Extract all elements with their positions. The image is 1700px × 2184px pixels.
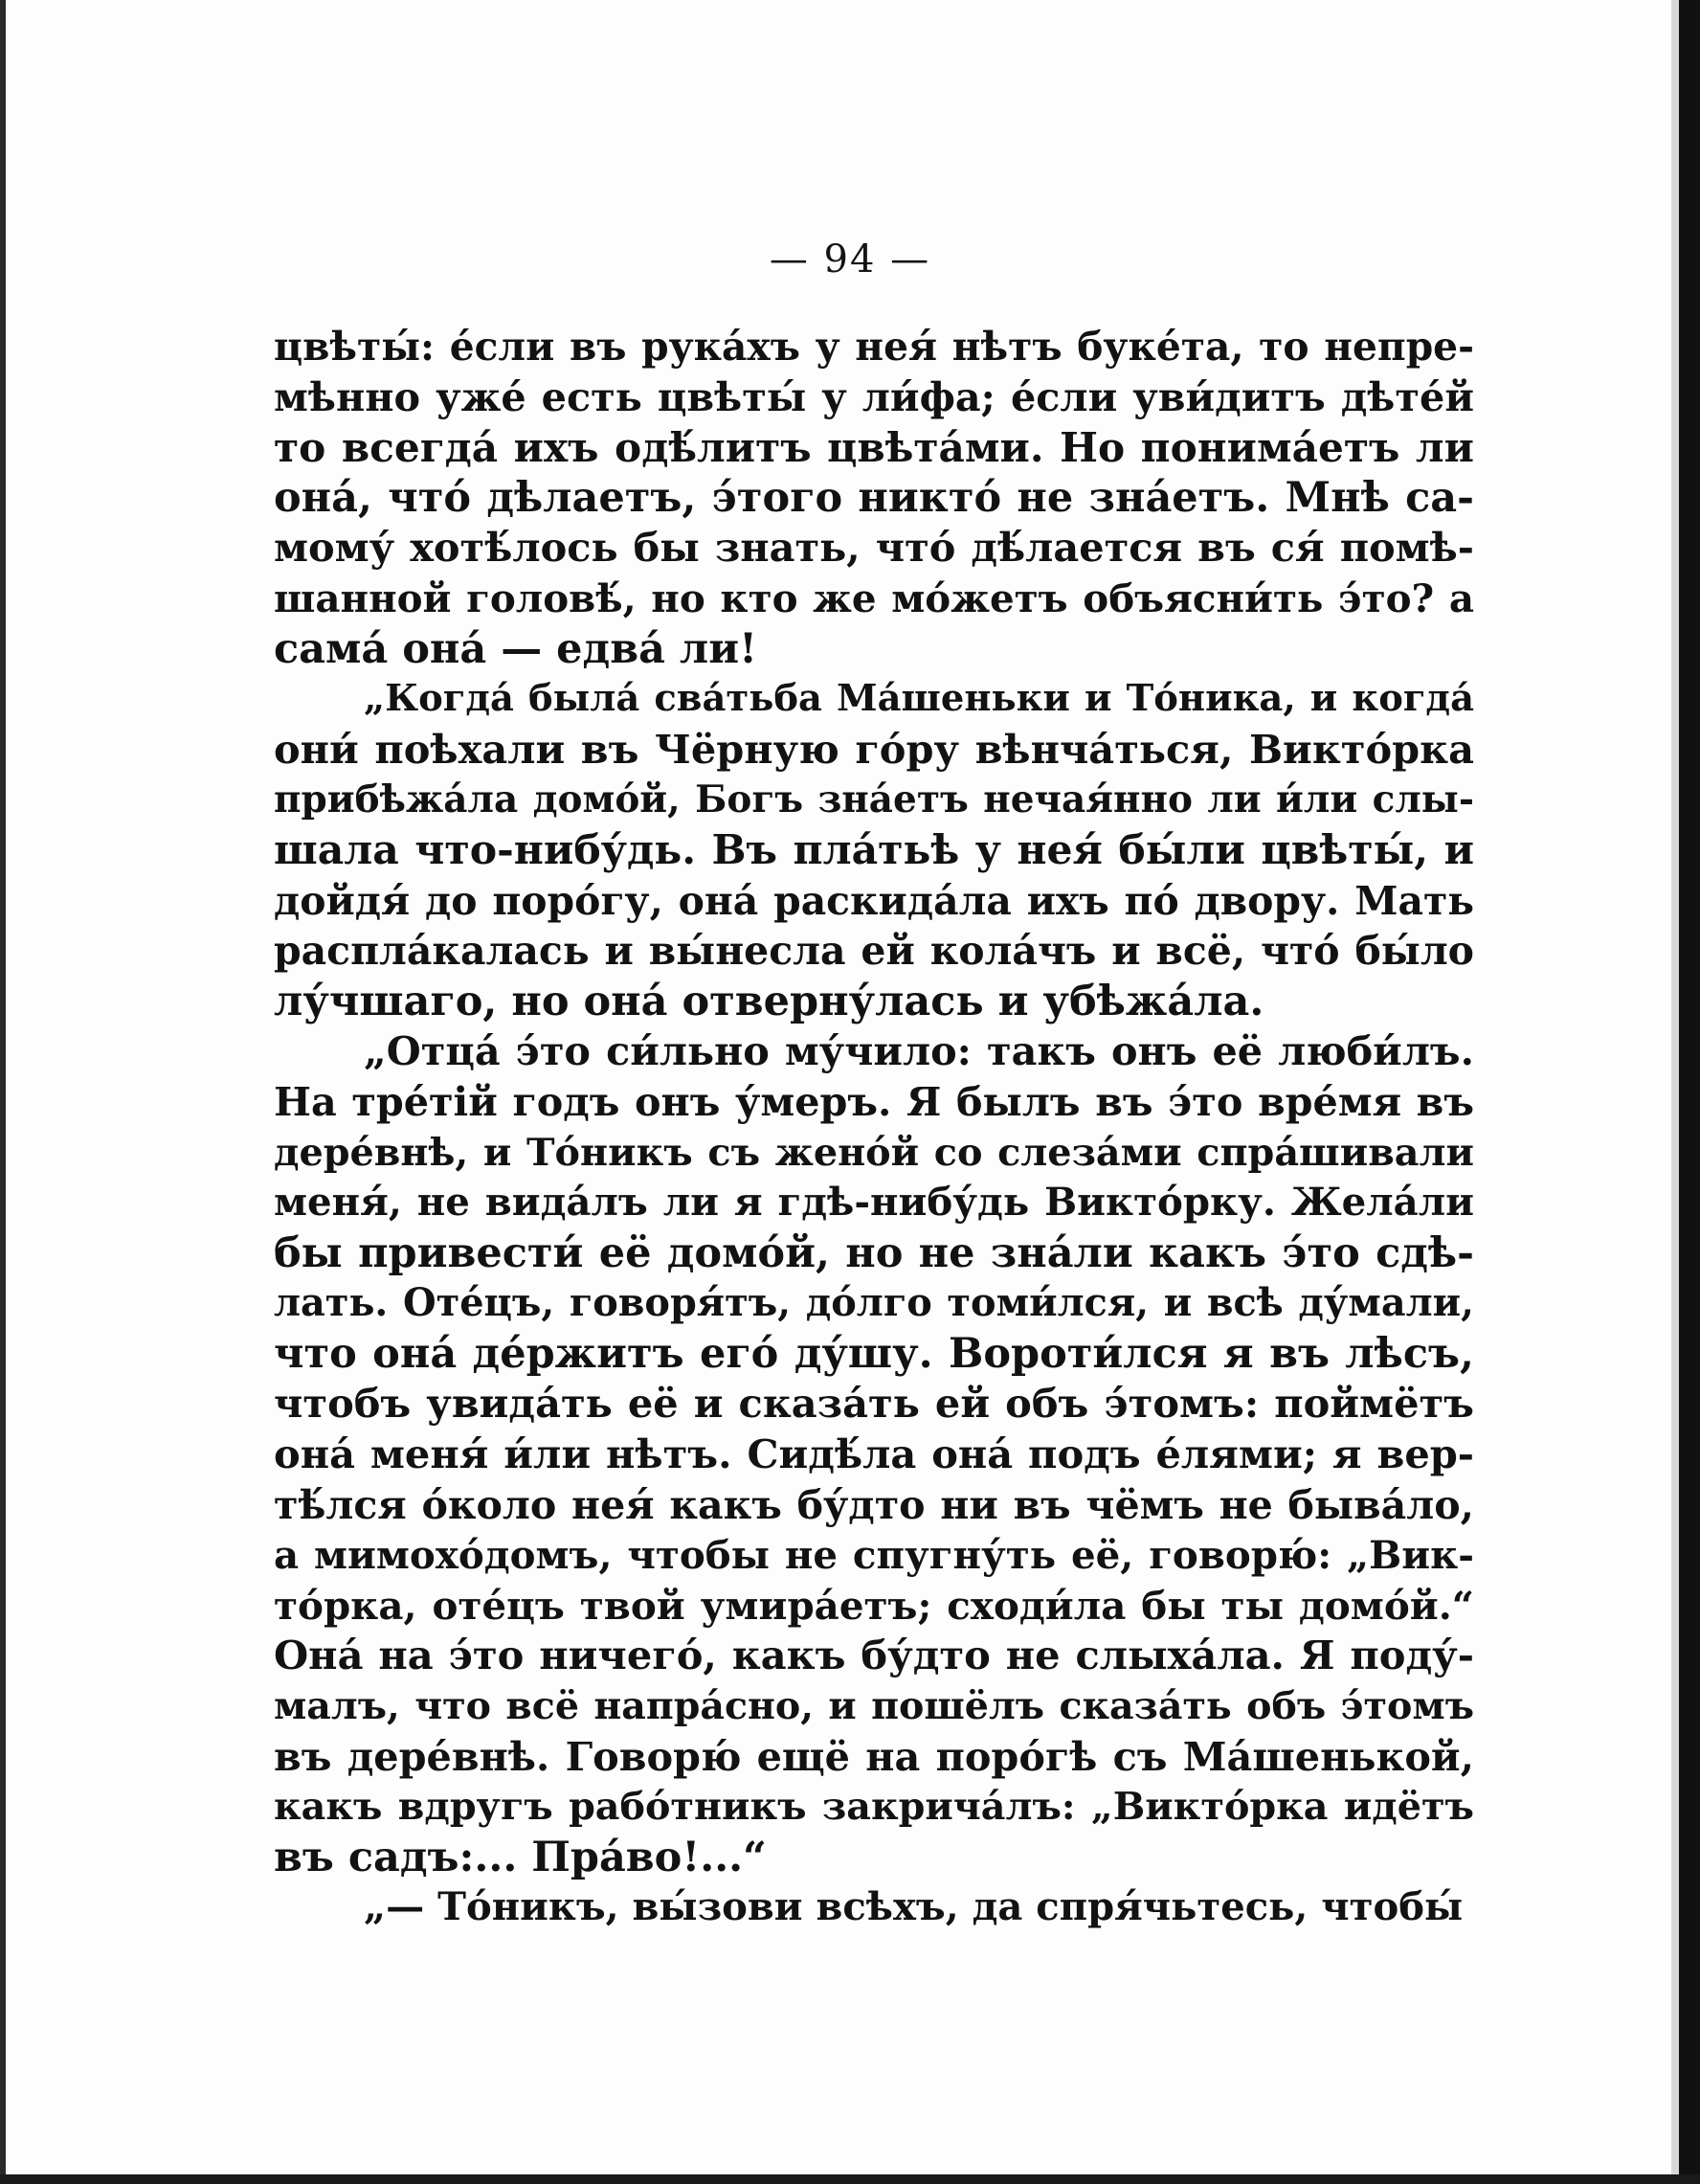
scan-edge-right-shadow xyxy=(1671,0,1679,2184)
text-line: „Когда́ была́ сва́тьба Ма́шеньки и То́ника, и когда́ xyxy=(364,677,1474,721)
text-line: распла́калась и вы́несла ей кола́чъ и всё, что́ бы́ло xyxy=(274,928,1474,975)
text-line: шанной головѣ́, но кто же мо́жетъ объясни́ть э́то? а xyxy=(274,574,1474,621)
text-line: меня́, не вида́лъ ли я гдѣ-нибу́дь Викто́рку. Жела́ли xyxy=(274,1180,1474,1226)
scan-edge-bottom xyxy=(0,2174,1700,2184)
text-line: тѣ́лся о́коло нея́ какъ бу́дто ни въ чёмъ не быва́ло, xyxy=(274,1480,1474,1528)
text-line: они́ поѣхали въ Чёрную го́ру вѣнча́ться, Викто́рка xyxy=(274,725,1474,773)
text-line: дере́внѣ, и То́никъ съ жено́й со слеза́ми спра́шивали xyxy=(274,1130,1474,1175)
text-line: На тре́тій годъ онъ у́меръ. Я былъ въ э́то вре́мя въ xyxy=(274,1077,1474,1125)
text-line: что она́ де́ржитъ его́ ду́шу. Вороти́лся я въ лѣсъ, xyxy=(274,1329,1474,1378)
text-line: „Отца́ э́то си́льно му́чило: такъ онъ её люби́лъ. xyxy=(364,1027,1474,1075)
text-line: то всегда́ ихъ одѣ́литъ цвѣта́ми. Но понима́етъ ли xyxy=(274,423,1474,472)
paragraph xyxy=(274,1026,1474,1882)
text-line: сама́ она́ — едва́ ли! xyxy=(274,624,757,673)
text-line: лать. Оте́цъ, говоря́тъ, до́лго томи́лся, и всѣ ду́мали, xyxy=(274,1281,1474,1326)
text-line: мѣнно уже́ есть цвѣты́ у ли́фа; е́сли уви́дитъ дѣте́й xyxy=(274,372,1474,420)
text-line: дойдя́ до поро́гу, она́ раскида́ла ихъ по́ двору. Мать xyxy=(274,877,1474,924)
text-line: „— То́никъ, вы́зови всѣхъ, да спря́чьтесь, чтобы́ xyxy=(364,1884,1464,1930)
text-line: мому́ хотѣ́лось бы знать, что́ дѣ́лается въ ся́ помѣ- xyxy=(274,524,1474,572)
paragraph xyxy=(274,1882,1474,1933)
text-line: чтобъ увида́ть её и сказа́ть ей объ э́томъ: поймётъ xyxy=(274,1380,1474,1428)
text-line: шала что-нибу́дь. Въ пла́тьѣ у нея́ бы́ли цвѣты́, и xyxy=(274,825,1474,874)
paragraph xyxy=(274,674,1474,1026)
text-line: въ садъ:... Пра́во!...“ xyxy=(274,1833,767,1881)
page-number: — 94 — xyxy=(769,237,931,281)
paragraph xyxy=(274,322,1474,674)
text-line: Она́ на э́то ничего́, какъ бу́дто не слыха́ла. Я поду́- xyxy=(274,1632,1474,1679)
scan-edge-right xyxy=(1679,0,1700,2184)
text-line: лу́чшаго, но она́ отверну́лась и убѣжа́ла. xyxy=(274,977,1264,1025)
text-line: малъ, что всё напра́сно, и пошёлъ сказа́ть объ э́томъ xyxy=(274,1684,1474,1729)
text-line: въ дере́внѣ. Говорю́ ещё на поро́гѣ съ Ма́шенькой, xyxy=(274,1732,1474,1780)
text-line: она́, что́ дѣлаетъ, э́того никто́ не зна́етъ. Мнѣ са- xyxy=(274,473,1474,522)
body-text xyxy=(274,322,1474,1933)
text-line: прибѣжа́ла домо́й, Богъ зна́етъ нечая́нно ли и́ли слы- xyxy=(274,777,1474,822)
text-line: какъ вдругъ рабо́тникъ закрича́лъ: „Викто́рка идётъ xyxy=(274,1785,1474,1830)
text-line: цвѣты́: е́сли въ рука́хъ у нея́ нѣтъ буке́та, то непре- xyxy=(274,324,1474,370)
text-line: она́ меня́ и́ли нѣтъ. Сидѣ́ла она́ подъ е́лями; я вер- xyxy=(274,1430,1474,1478)
scan-edge-left xyxy=(0,0,6,2184)
text-line: а мимохо́домъ, чтобы не спугну́ть её, говорю́: „Вик- xyxy=(274,1532,1474,1579)
text-line: бы привести́ её домо́й, но не зна́ли какъ э́то сдѣ- xyxy=(274,1228,1474,1277)
text-line: то́рка, оте́цъ твой умира́етъ; сходи́ла бы ты домо́й.“ xyxy=(274,1582,1474,1629)
